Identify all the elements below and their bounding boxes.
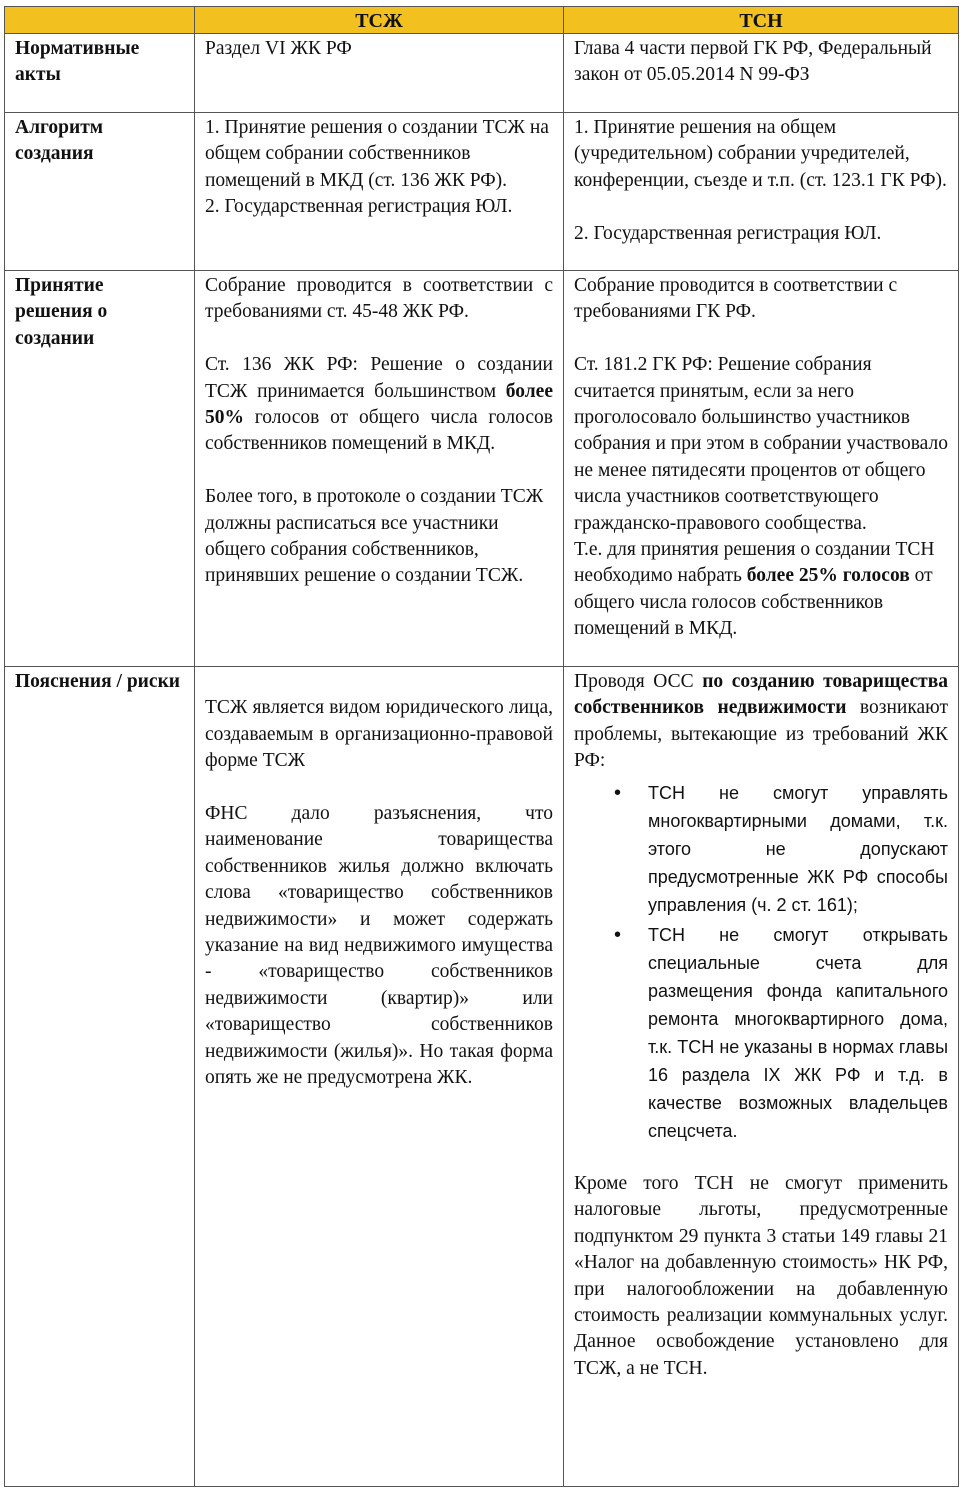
decision-tszh-para-3: Более того, в протоколе о создании ТСЖ должны расписаться все участники общего собрания собственников, принявших решение о создании ТСЖ. — [205, 486, 544, 587]
header-blank-cell — [5, 7, 195, 34]
algorithm-tsn-step-1: 1. Принятие решения на общем (учредительном) собрании учредителей, конференции, съезде и т.п. (ст. 123.1 ГК РФ). — [574, 117, 947, 191]
cell-norms-tszh: Раздел VI ЖК РФ — [195, 34, 564, 113]
row-label-risks: Пояснения / риски — [5, 667, 195, 1487]
cell-algorithm-tsn — [564, 113, 959, 271]
row-algorithm — [5, 113, 959, 271]
algorithm-tszh-step-2: 2. Государственная регистрация ЮЛ. — [205, 196, 513, 218]
risks-tsn-intro-text: Проводя ОСС — [574, 671, 703, 692]
decision-tszh-para-2-tail: голосов от общего числа голосов собственников помещений в МКД. — [205, 407, 553, 455]
bullet-icon: • — [614, 923, 622, 946]
row-decision — [5, 271, 959, 667]
cell-algorithm-tszh — [195, 113, 564, 271]
cell-norms-tsn: Глава 4 части первой ГК РФ, Федеральный закон от 05.05.2014 N 99-ФЗ — [564, 34, 959, 113]
risks-tsn-bullet-1 — [614, 779, 948, 919]
risks-tsn-para-2: Кроме того ТСН не смогут применить налоговые льготы, предусмотренные подпунктом 29 пункта 3 статьи 149 главы 21 «Налог на добавленную стоимость» НК РФ, при налогообложении на добавленную стоимость реализации коммунальных услуг. Данное освобождение установлено для ТСЖ, а не ТСН. — [574, 1173, 948, 1379]
decision-tsn-para-3 — [574, 537, 948, 643]
decision-tsn-threshold: более 25% голосов — [746, 565, 910, 587]
header-tsn: ТСН — [564, 7, 959, 34]
risks-tsn-bullet-1-text: ТСН не смогут управлять многоквартирными домами, т.к. этого не допускают предусмотренные ЖК РФ способы управления (ч. 2 ст. 161); — [648, 782, 948, 915]
cell-risks-tszh — [195, 667, 564, 1487]
risks-tsn-intro — [574, 669, 948, 775]
cell-decision-tszh — [195, 271, 564, 667]
decision-tszh-threshold: более 50% — [205, 380, 553, 429]
risks-tsn-bullet-2-text: ТСН не смогут открывать специальные счета для размещения фонда капитального ремонта многоквартирного дома, т.к. ТСН не указаны в нормах главы 16 раздела IX ЖК РФ и т.д. в качестве возможных владельцев спецсчета. — [648, 924, 948, 1141]
header-row — [5, 7, 959, 34]
risks-tsn-bullet-list — [574, 779, 948, 1145]
decision-tszh-para-2 — [205, 352, 553, 458]
row-risks — [5, 667, 959, 1487]
row-norms — [5, 34, 959, 113]
comparison-table — [4, 6, 959, 1487]
risks-tsn-intro-bold: по созданию товарищества собственников недвижимости — [574, 671, 948, 719]
decision-tsn-para-3-text: Т.е. для принятия решения о создании ТСН необходимо набрать — [574, 539, 935, 587]
risks-tszh-para-1: ТСЖ является видом юридического лица, создаваемым в организационно-правовой форме ТСЖ — [205, 697, 553, 772]
decision-tsn-para-2: Ст. 181.2 ГК РФ: Решение собрания считается принятым, если за него проголосовало большинство участников собрания и при этом в собрании участвовало не менее пятидесяти процентов от общего числа участников соответствующего гражданско-правового сообщества. — [574, 354, 948, 534]
decision-tszh-para-2-text: Ст. 136 ЖК РФ: Решение о создании ТСЖ принимается большинством — [205, 354, 553, 402]
algorithm-tsn-step-2: 2. Государственная регистрация ЮЛ. — [574, 222, 882, 244]
decision-tsn-para-3-tail: от общего числа голосов собственников помещений в МКД. — [574, 565, 933, 640]
risks-tszh-para-2: ФНС дало разъяснения, что наименование товарищества собственников жилья должно включать слова «товарищество собственников недвижимости» и может содержать указание на вид недвижимого имущества - «товарищество собственников недвижимости (квартир)» или «товарищество собственников недвижимости (жилья)». Но такая форма опять же не предусмотрена ЖК. — [205, 803, 553, 1089]
decision-tsn-para-1: Собрание проводится в соответствии с требованиями ГК РФ. — [574, 275, 898, 323]
algorithm-tszh-step-1: 1. Принятие решения о создании ТСЖ на общем собрании собственников помещений в МКД (ст. 136 ЖК РФ). — [205, 117, 549, 191]
row-label-norms: Нормативные акты — [5, 34, 195, 113]
cell-risks-tsn — [564, 667, 959, 1487]
row-label-decision: Принятие решения о создании — [5, 271, 195, 667]
risks-tsn-bullet-2 — [614, 921, 948, 1145]
header-tszh: ТСЖ — [195, 7, 564, 34]
decision-tszh-para-1: Собрание проводится в соответствии с требованиями ст. 45-48 ЖК РФ. — [205, 275, 553, 323]
bullet-icon: • — [614, 781, 622, 804]
risks-tsn-intro-tail: возникают проблемы, вытекающие из требований ЖК РФ: — [574, 697, 948, 772]
cell-decision-tsn — [564, 271, 959, 667]
row-label-algorithm: Алгоритм создания — [5, 113, 195, 271]
